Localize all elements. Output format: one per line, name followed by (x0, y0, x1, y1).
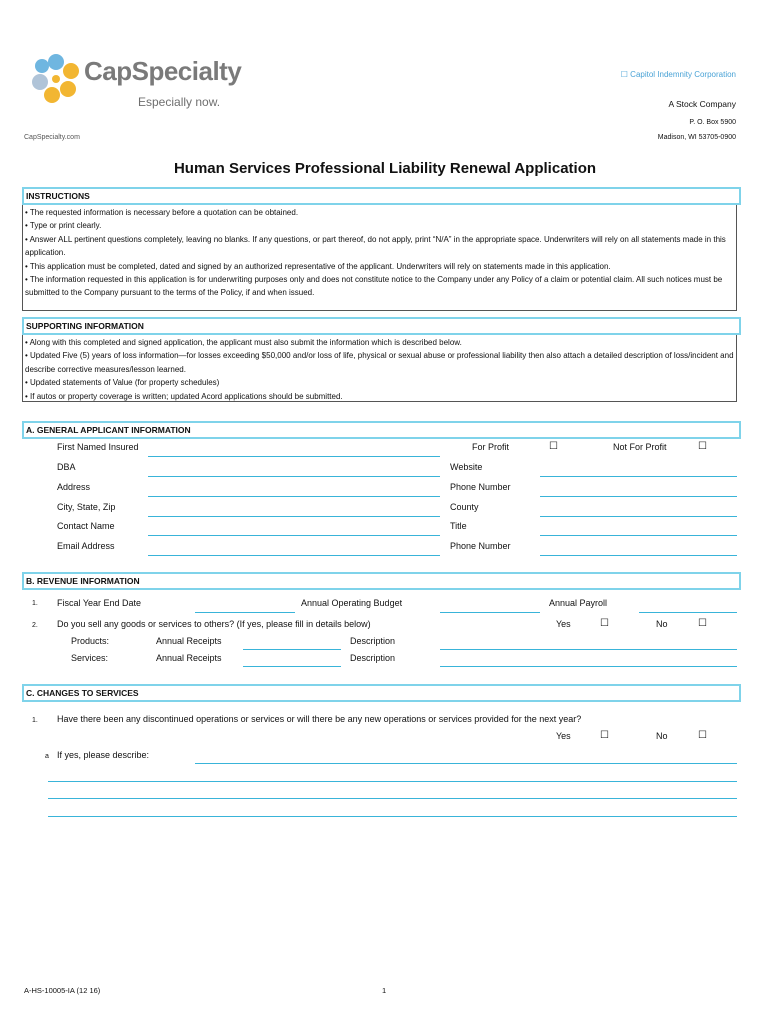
changes-no-label: No (656, 731, 668, 741)
title-field[interactable] (540, 535, 737, 536)
phone2-label: Phone Number (450, 541, 511, 551)
changes-question: Have there been any discontinued operations or services or will there be any new operations or services provided for the next year? (57, 714, 582, 724)
contact-name-field[interactable] (148, 535, 440, 536)
phone2-field[interactable] (540, 555, 737, 556)
county-field[interactable] (540, 516, 737, 517)
revenue-heading: B. REVENUE INFORMATION (22, 572, 741, 590)
email-label: Email Address (57, 541, 115, 551)
annual-operating-budget-label: Annual Operating Budget (301, 598, 403, 608)
email-field[interactable] (148, 555, 440, 556)
address-field[interactable] (148, 496, 440, 497)
annual-operating-budget-field[interactable] (440, 612, 540, 613)
website-field[interactable] (540, 476, 737, 477)
supporting-item: • Along with this completed and signed application, the applicant must also submit the information which is described below. (25, 338, 462, 347)
first-named-insured-field[interactable] (148, 456, 440, 457)
describe-field-line-4[interactable] (48, 816, 737, 817)
for-profit-label: For Profit (472, 442, 510, 452)
instruction-item: • This application must be completed, dated and signed by an authorized representative of the applicant. Underwriters will rely on statements made in this application. (25, 261, 611, 271)
describe-field-line-2[interactable] (48, 781, 737, 782)
products-description-label: Description (350, 636, 396, 646)
instruction-item: • The requested information is necessary before a quotation can be obtained. (25, 208, 299, 217)
annual-payroll-label: Annual Payroll (549, 598, 608, 608)
company-name: ☐ Capitol Indemnity Corporation (620, 70, 736, 79)
instruction-item: • Type or print clearly. (25, 221, 102, 231)
instruction-item: • Answer ALL pertinent questions completely, leaving no blanks. If any questions, or part thereof, do not apply, print “N/A” in the appropriate space. Underwriters will rely on all statements made in this application. (25, 234, 726, 258)
supporting-box (22, 335, 737, 402)
changes-sub-a: a (45, 753, 49, 760)
sell-goods-yes-checkbox[interactable]: ☐ (600, 618, 609, 629)
fiscal-year-end-label: Fiscal Year End Date (57, 598, 142, 608)
services-description-field[interactable] (440, 666, 737, 667)
page-number: 1 (382, 986, 387, 995)
general-heading: A. GENERAL APPLICANT INFORMATION (22, 421, 741, 439)
phone-label: Phone Number (450, 482, 511, 492)
describe-field-line-1[interactable] (195, 763, 737, 764)
products-description-field[interactable] (440, 649, 737, 650)
capspecialty-logo-icon (30, 52, 82, 104)
title-label: Title (450, 521, 467, 531)
brand-tagline: Especially now. (138, 95, 221, 109)
city-state-zip-label: City, State, Zip (57, 502, 116, 512)
not-for-profit-label: Not For Profit (613, 442, 667, 452)
county-label: County (450, 502, 479, 512)
page-title: Human Services Professional Liability Renewal Application (173, 160, 597, 177)
brand-name: CapSpecialty (84, 56, 242, 86)
describe-field-line-3[interactable] (48, 798, 737, 799)
sell-goods-no-checkbox[interactable]: ☐ (698, 618, 707, 629)
changes-heading: C. CHANGES TO SERVICES (22, 684, 741, 702)
contact-name-label: Contact Name (57, 521, 115, 531)
services-description-label: Description (350, 653, 396, 663)
changes-yes-label: Yes (556, 731, 571, 741)
address-label: Address (57, 482, 91, 492)
dba-field[interactable] (148, 476, 440, 477)
po-box: P. O. Box 5900 (689, 119, 736, 126)
changes-no-checkbox[interactable]: ☐ (698, 730, 707, 741)
changes-yes-checkbox[interactable]: ☐ (600, 730, 609, 741)
phone-field[interactable] (540, 496, 737, 497)
supporting-item: • If autos or property coverage is written; updated Acord applications should be submitted. (25, 391, 343, 401)
sell-goods-yes-label: Yes (556, 619, 571, 629)
sell-goods-no-label: No (656, 619, 668, 629)
revenue-q1-number: 1. (32, 600, 38, 607)
city-state-zip-field[interactable] (148, 516, 440, 517)
website-link[interactable]: CapSpecialty.com (24, 134, 80, 141)
describe-label: If yes, please describe: (57, 750, 150, 760)
changes-q1-number: 1. (32, 717, 38, 724)
sell-goods-question: Do you sell any goods or services to others? (If yes, please fill in details below) (57, 619, 371, 629)
fiscal-year-end-field[interactable] (195, 612, 295, 613)
supporting-item: • Updated statements of Value (for property schedules) (25, 378, 220, 388)
instruction-item: • The information requested in this application is for underwriting purposes only and does not constitute notice to the Company under any Policy of a claim or potential claim. All such notices must be submitted to the Company pursuant to the terms of the Policy, if and when issued. (25, 275, 723, 298)
revenue-q2-number: 2. (32, 622, 38, 629)
products-receipts-label: Annual Receipts (156, 636, 222, 646)
website-label: Website (450, 462, 483, 472)
products-receipts-field[interactable] (243, 649, 341, 650)
not-for-profit-checkbox[interactable]: ☐ (698, 441, 707, 452)
for-profit-checkbox[interactable]: ☐ (549, 441, 558, 452)
annual-payroll-field[interactable] (639, 612, 737, 613)
services-receipts-field[interactable] (243, 666, 341, 667)
supporting-item: • Updated Five (5) years of loss information—for losses exceeding $50,000 and/or loss of life, physical or sexual abuse or professional liability then also attach a detailed description of loss/incident and describe corrective measures/lesson learned. (25, 351, 734, 374)
services-label: Services: (71, 653, 109, 663)
dba-label: DBA (57, 462, 76, 472)
first-named-insured-label: First Named Insured (57, 442, 139, 452)
products-label: Products: (71, 636, 110, 646)
form-id: A-HS-10005-IA (12 16) (24, 986, 101, 995)
instructions-heading: INSTRUCTIONS (22, 187, 741, 205)
services-receipts-label: Annual Receipts (156, 653, 222, 663)
instructions-box (22, 205, 737, 311)
city-address: Madison, WI 53705-0900 (657, 134, 736, 141)
supporting-heading: SUPPORTING INFORMATION (22, 317, 741, 335)
stock-company: A Stock Company (668, 99, 736, 109)
